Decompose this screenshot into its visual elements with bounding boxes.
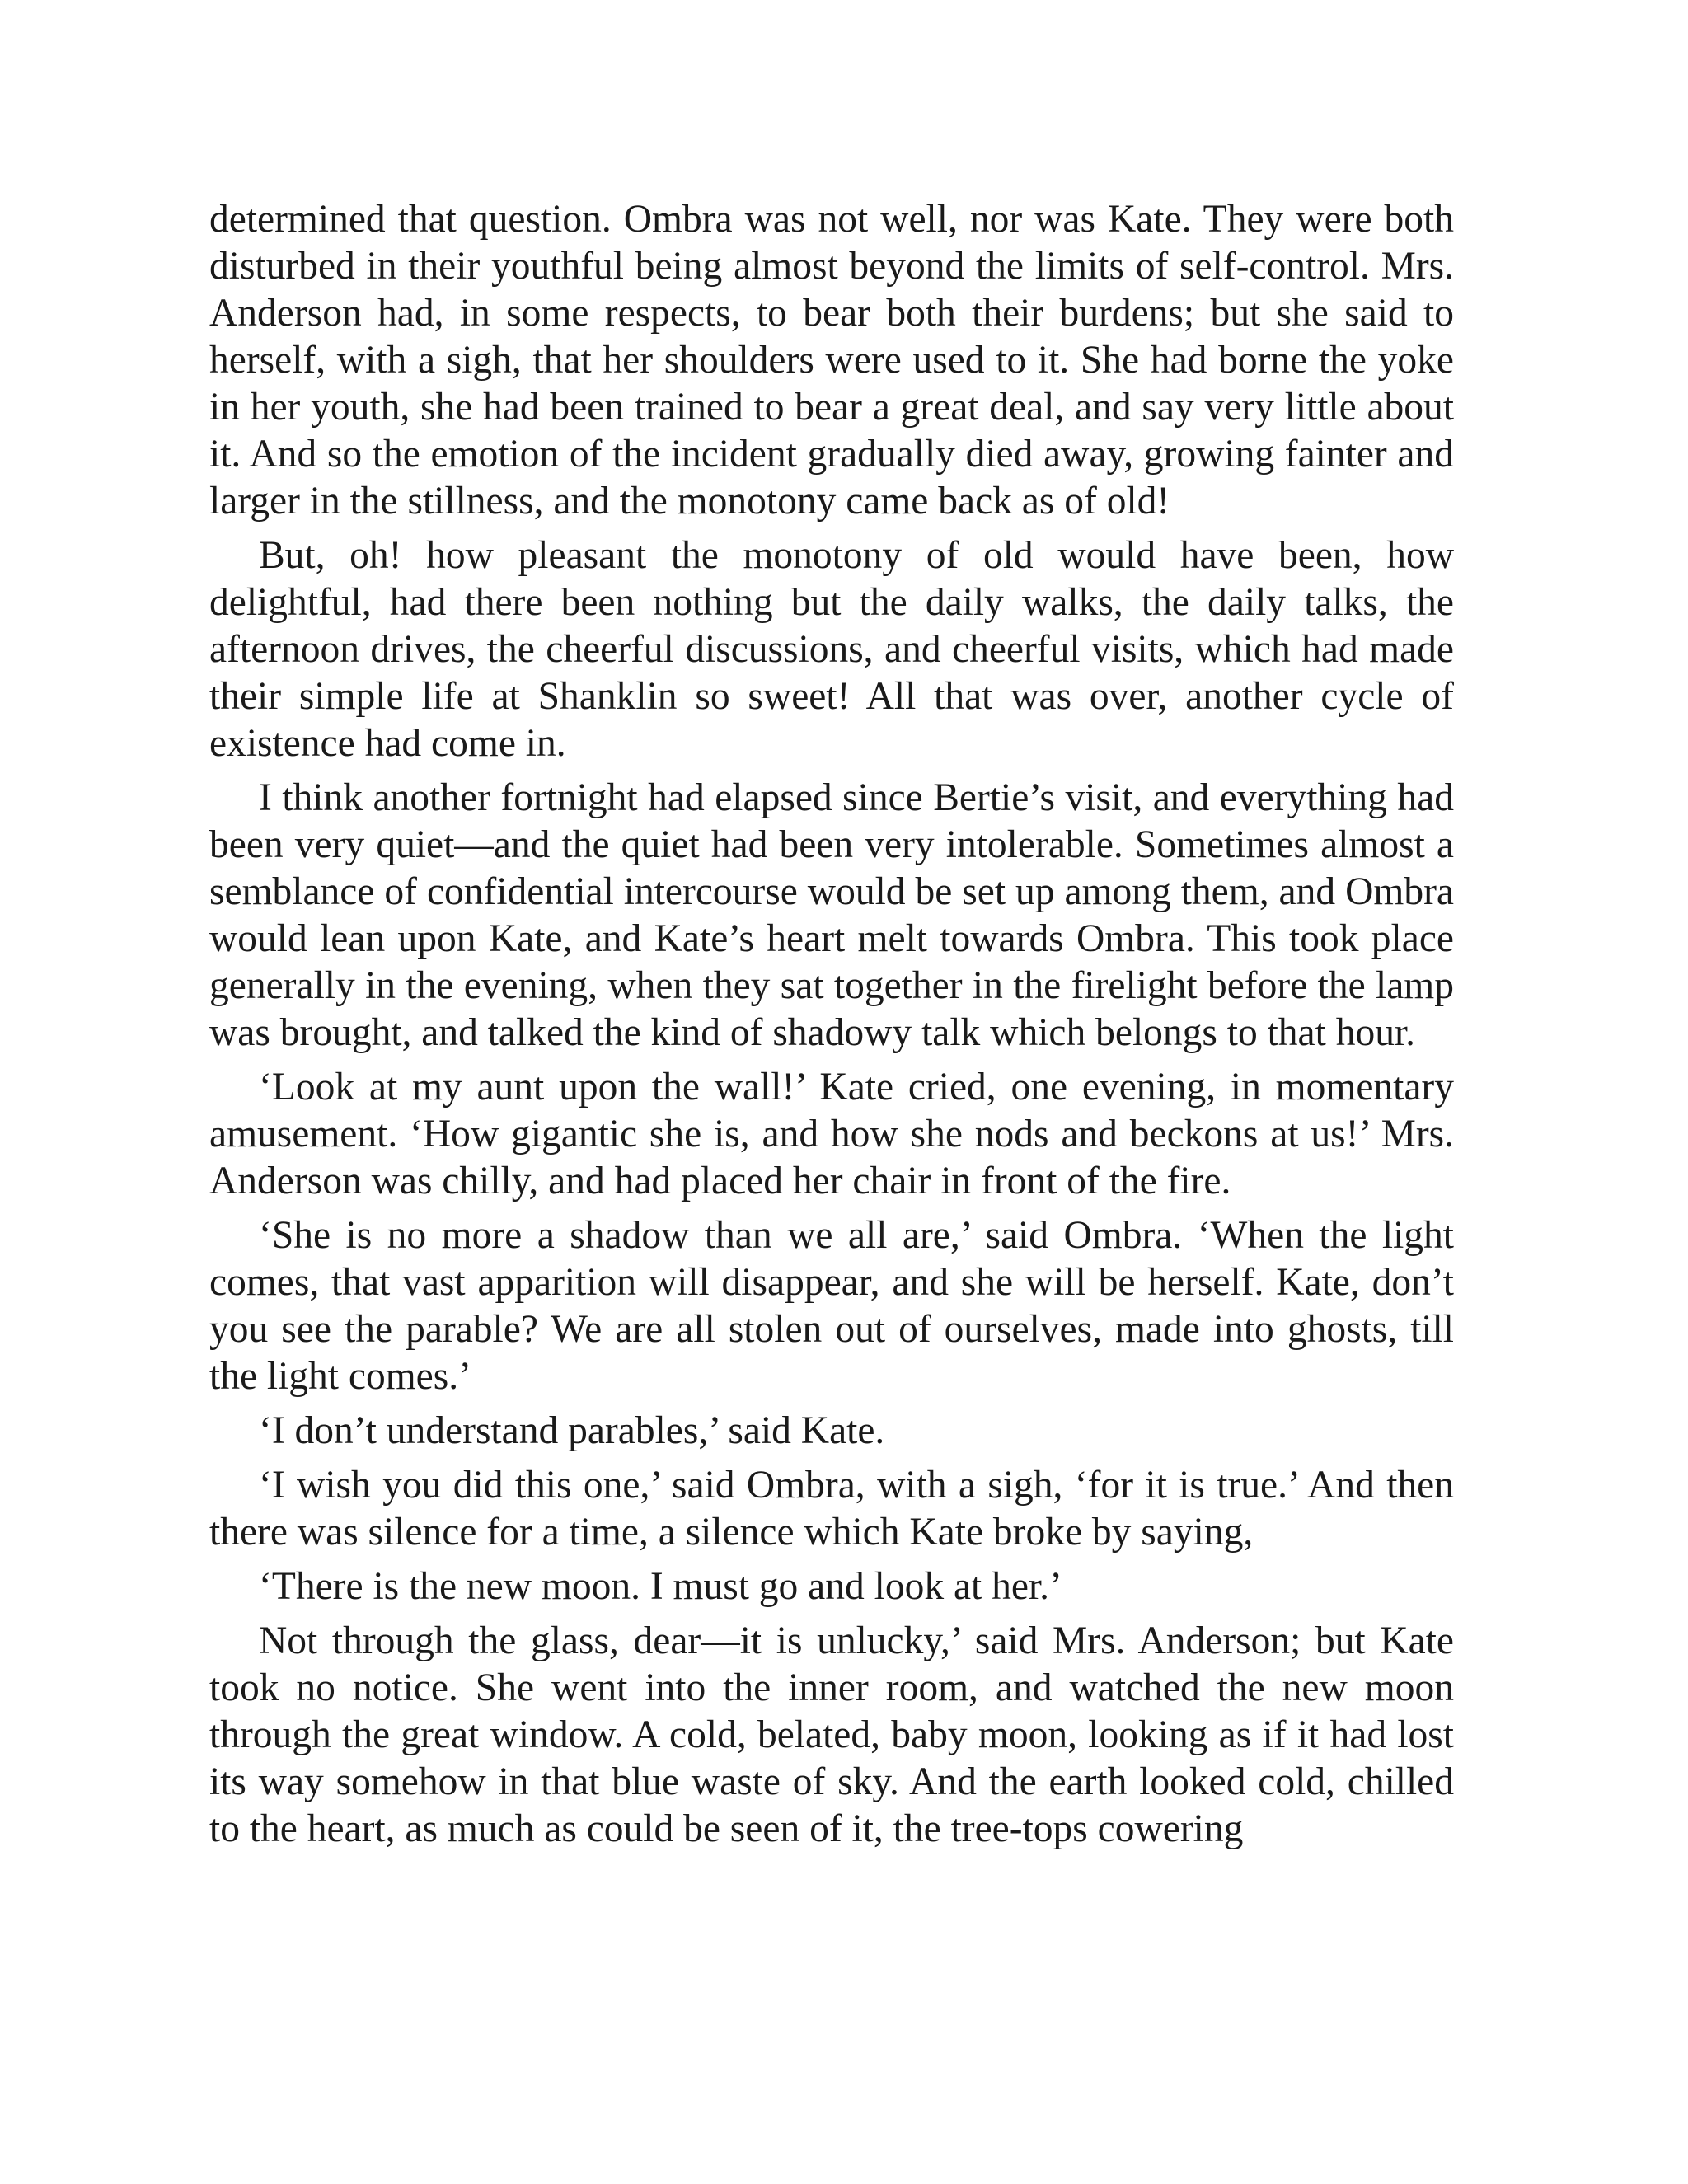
paragraph-9: Not through the glass, dear—it is unlucky,’ said Mrs. Anderson; but Kate took no notice. She went into the inner room, and watched the new moon through the great window. A cold, belated, baby moon, looking as if it had lost its way somehow in that blue waste of sky. And the earth looked cold, chilled to the heart, as much as could be seen of it, the tree-tops cowering xyxy=(209,1619,1454,1850)
paragraph-2: But, oh! how pleasant the monotony of old would have been, how delightful, had there been nothing but the daily walks, the daily talks, the afternoon drives, the cheerful discussions, and cheerful visits, which had made their simple life at Shanklin so sweet! All that was over, another cycle of existence had come in. xyxy=(209,534,1454,765)
paragraph-1: determined that question. Ombra was not well, nor was Kate. They were both disturbed in their youthful being almost beyond the limits of self-control. Mrs. Anderson had, in some respects, to bear both their burdens; but she said to herself, with a sigh, that her shoulders were used to it. She had borne the yoke in her youth, she had been trained to bear a great deal, and say very little about it. And so the emotion of the incident gradually died away, growing fainter and larger in the stillness, and the monotony came back as of old! xyxy=(209,198,1454,523)
paragraph-5: ‘She is no more a shadow than we all are,’ said Ombra. ‘When the light comes, that vast apparition will disappear, and she will be herself. Kate, don’t you see the parable? We are all stolen out of ourselves, made into ghosts, till the light comes.’ xyxy=(209,1214,1454,1398)
paragraph-3: I think another fortnight had elapsed since Bertie’s visit, and everything had been very quiet—and the quiet had been very intolerable. Sometimes almost a semblance of confidential intercourse would be set up among them, and Ombra would lean upon Kate, and Kate’s heart melt towards Ombra. This took place generally in the evening, when they sat together in the firelight before the lamp was brought, and talked the kind of shadowy talk which belongs to that hour. xyxy=(209,776,1454,1054)
paragraph-8: ‘There is the new moon. I must go and look at her.’ xyxy=(259,1565,1062,1608)
paragraph-4: ‘Look at my aunt upon the wall!’ Kate cried, one evening, in momentary amusement. ‘How gigantic she is, and how she nods and beckons at us!’ Mrs. Anderson was chilly, and had placed her chair in front of the fire. xyxy=(209,1066,1454,1202)
paragraph-6: ‘I don’t understand parables,’ said Kate. xyxy=(259,1409,885,1452)
page-body xyxy=(209,196,1454,1860)
paragraph-7: ‘I wish you did this one,’ said Ombra, with a sigh, ‘for it is true.’ And then there was silence for a time, a silence which Kate broke by saying, xyxy=(209,1464,1454,1554)
